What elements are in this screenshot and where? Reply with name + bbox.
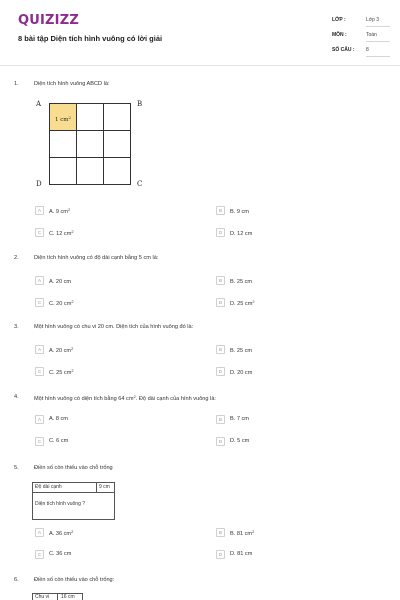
option-letter: A (35, 206, 44, 215)
table-row (33, 594, 82, 600)
option-text: C. 20 cm (49, 301, 72, 307)
option-letter: C (35, 298, 44, 307)
question-text: Điền số còn thiếu vào chỗ trống (34, 465, 113, 471)
corner-a-label: A (36, 100, 42, 108)
option-text: B. 25 cm (230, 348, 253, 354)
option-letter: B (216, 528, 225, 537)
option-text: D. 25 cm (230, 301, 253, 307)
option-text: C. 25 cm (49, 370, 72, 376)
square-grid (49, 103, 131, 185)
option-text: D. 12 cm (230, 231, 253, 237)
table-cell-label: Diện tích hình vuông ? (35, 501, 86, 507)
option-text: A. 9 cm (49, 209, 68, 215)
grid-cell (104, 131, 131, 158)
option-text: A. 36 cm (49, 531, 72, 537)
question-number: 3. (14, 324, 19, 330)
question-text-end: . Độ dài cạnh của hình vuông là: (135, 396, 216, 402)
question-count-label: SỐ CÂU : (332, 47, 355, 53)
option-text: B. 81 cm (230, 531, 253, 537)
question-text-sup: 2 (133, 394, 136, 399)
option-text: B. 9 cm (230, 209, 249, 215)
option-sup: 2 (71, 229, 74, 234)
grid-cell (77, 131, 104, 158)
grade-label: LỚP : (332, 17, 346, 23)
quizizz-logo: QUIZIZZ (18, 13, 79, 28)
option-letter: B (216, 206, 225, 215)
grade-value: Lớp 3 (366, 17, 390, 27)
grid-cell (50, 131, 77, 158)
question-text: Diện tích hình vuông ABCD là: (34, 81, 110, 87)
question-count-value: 8 (366, 47, 390, 57)
option-letter: C (35, 550, 44, 559)
question-5-table (32, 482, 115, 520)
option-text: D. 20 cm (230, 370, 253, 376)
option-letter: B (216, 276, 225, 285)
question-text: Một hình vuông có diện tích bằng 64 cm (34, 396, 134, 402)
option-sup: 2 (71, 529, 74, 534)
unit-cell-sup: 2 (68, 115, 72, 120)
option-letter: D (216, 550, 225, 559)
grid-cell (104, 158, 131, 185)
option-letter: C (35, 437, 44, 446)
option-letter: C (35, 228, 44, 237)
corner-d-label: D (36, 180, 42, 188)
option-sup: 2 (71, 368, 74, 373)
option-letter: D (216, 367, 225, 376)
option-text: D. 5 cm (230, 438, 250, 444)
unit-cell-label: 1 cm (54, 117, 69, 123)
question-number: 5. (14, 465, 19, 471)
option-text: C. 36 cm (49, 551, 72, 557)
question-6-table (32, 593, 83, 600)
question-number: 1. (14, 81, 19, 87)
table-cell-value: 16 cm (61, 594, 75, 600)
option-letter: B (216, 345, 225, 354)
option-text: A. 20 cm (49, 348, 72, 354)
option-letter: A (35, 276, 44, 285)
option-letter: A (35, 345, 44, 354)
option-letter: C (35, 367, 44, 376)
option-text: B. 7 cm (230, 416, 249, 422)
table-cell-value: 9 cm (99, 484, 110, 490)
option-sup: 2 (71, 299, 74, 304)
corner-b-label: B (137, 100, 143, 108)
question-number: 4. (14, 394, 19, 400)
corner-c-label: C (137, 180, 143, 188)
question-number: 2. (14, 255, 19, 261)
grid-cell (50, 158, 77, 185)
unit-cell (50, 104, 77, 131)
table-cell-label: Chu vi (35, 594, 50, 600)
table-cell-label: Độ dài cạnh (35, 484, 62, 490)
option-letter: A (35, 528, 44, 537)
page-title: 8 bài tập Diện tích hình vuông có lời giải (18, 34, 163, 43)
grid-cell (104, 104, 131, 131)
option-letter: B (216, 415, 225, 424)
option-sup: 2 (67, 207, 71, 212)
question-text: Điền số còn thiếu vào chỗ trống: (34, 577, 115, 583)
question-text: Diện tích hình vuông có độ dài cạnh bằng 5 cm là: (34, 255, 159, 261)
grid-cell (77, 104, 104, 131)
option-text: D. 81 cm (230, 551, 253, 557)
question-number: 6. (14, 577, 19, 583)
subject-label: MÔN : (332, 32, 347, 38)
option-letter: D (216, 298, 225, 307)
question-text: Một hình vuông có chu vi 20 cm. Diện tích của hình vuông đó là: (34, 324, 194, 330)
table-row (33, 493, 114, 519)
option-text: C. 12 cm (49, 231, 72, 237)
option-letter: A (35, 415, 44, 424)
option-sup: 2 (71, 346, 74, 351)
option-text: A. 20 cm (49, 279, 72, 285)
worksheet-header (0, 0, 400, 66)
option-text: B. 25 cm (230, 279, 253, 285)
option-sup: 2 (252, 529, 255, 534)
table-row (33, 483, 114, 493)
option-letter: D (216, 437, 225, 446)
option-sup: 2 (252, 299, 255, 304)
option-text: A. 8 cm (49, 416, 68, 422)
subject-value: Toán (366, 32, 390, 42)
grid-cell (77, 158, 104, 185)
option-letter: D (216, 228, 225, 237)
option-text: C. 6 cm (49, 438, 69, 444)
